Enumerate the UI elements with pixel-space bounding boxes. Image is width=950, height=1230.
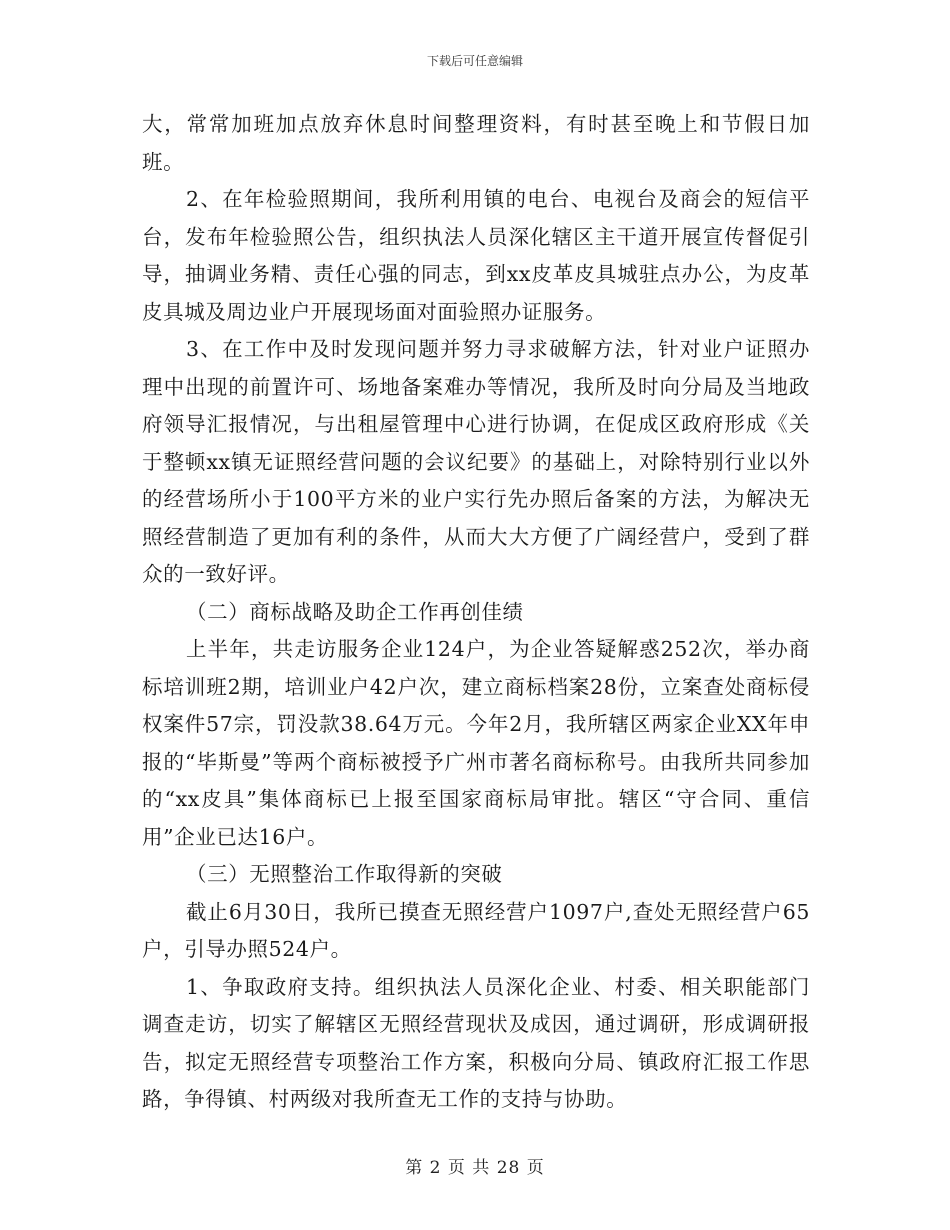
paragraph-item-2: 2、在年检验照期间，我所利用镇的电台、电视台及商会的短信平台，发布年检验照公告，组织执法人员深化辖区主干道开展宣传督促引导，抽调业务精、责任心强的同志，到xx皮革皮具城驻点办公，为皮革皮具城及周边业户开展现场面对面验照办证服务。	[142, 187, 810, 324]
section-heading-unlicensed: （三）无照整治工作取得新的突破	[186, 862, 503, 886]
document-body	[142, 106, 810, 1119]
page-header: 下载后可任意编辑	[426, 54, 523, 68]
paragraph-unlicensed-summary: 截止6月30日，我所已摸查无照经营户1097户,查处无照经营户65户，引导办照524户。	[142, 899, 810, 961]
section-heading-trademark: （二）商标战略及助企工作再创佳绩	[186, 599, 524, 624]
paragraph-continuation: 大，常常加班加点放弃休息时间整理资料，有时甚至晚上和节假日加班。	[142, 112, 810, 174]
paragraph-government-support: 1、争取政府支持。组织执法人员深化企业、村委、相关职能部门调查走访，切实了解辖区无照经营现状及成因，通过调研，形成调研报告，拟定无照经营专项整治工作方案，积极向分局、镇政府汇报工作思路，争得镇、村两级对我所查无工作的支持与协助。	[142, 974, 810, 1111]
page-footer: 第 2 页 共 28 页	[405, 1158, 545, 1178]
paragraph-trademark-summary: 上半年，共走访服务企业124户，为企业答疑解惑252次，举办商标培训班2期，培训业户42户次，建立商标档案28份，立案查处商标侵权案件57宗，罚没款38.64万元。今年2月，我所辖区两家企业XX年申报的“毕斯曼”等两个商标被授予广州市著名商标称号。由我所共同参加的“xx皮具”集体商标已上报至国家商标局审批。辖区“守合同、重信用”企业已达16户。	[142, 637, 810, 849]
paragraph-item-3: 3、在工作中及时发现问题并努力寻求破解方法，针对业户证照办理中出现的前置许可、场地备案难办等情况，我所及时向分局及当地政府领导汇报情况，与出租屋管理中心进行协调，在促成区政府形成《关于整顿xx镇无证照经营问题的会议纪要》的基础上，对除特别行业以外的经营场所小于100平方米的业户实行先办照后备案的方法，为解决无照经营制造了更加有利的条件，从而大大方便了广阔经营户，受到了群众的一致好评。	[142, 337, 810, 586]
